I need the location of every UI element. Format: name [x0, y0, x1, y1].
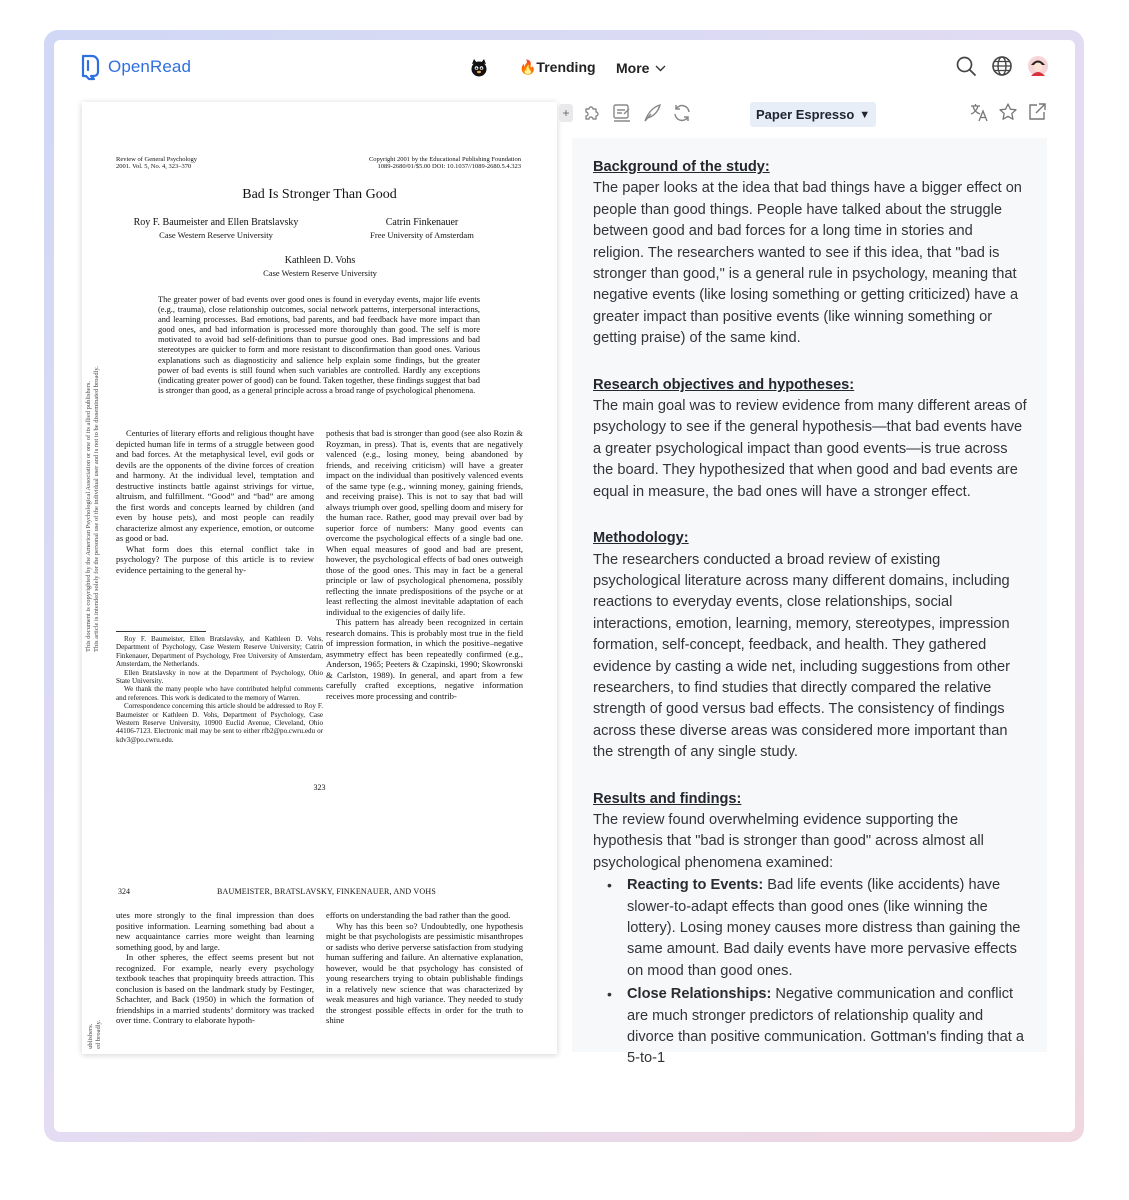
chevron-down-icon: [655, 65, 666, 72]
list-item: [607, 984, 1027, 1070]
pdf-column-right-page2: [326, 910, 523, 1026]
footnote: Ellen Bratslavsky in now at the Department of Psychology, Ohio State University.: [116, 668, 323, 686]
paper-abstract: The greater power of bad events over good ones is found in everyday events, major life events (e.g., trauma), close relationship outcomes, social network patterns, interpersonal interactions, and learning processes. Bad emotions, bad parents, and bad feedback have more impact than good ones, and bad information is processed more thoroughly than good. The self is more motivated to avoid bad self-definitions than to pursue good ones. Bad impressions and bad stereotypes are quicker to form and more resistant to disconfirmation than good ones. Various explanations such as diagnosticity and salience help explain some findings, but the greater power of bad events is still found when such variables are controlled. Hardly any exceptions (indicating greater power of good) can be found. Taken together, these findings suggest that bad is stronger than good, as a general principle across a broad range of psychological phenomena.: [158, 295, 480, 395]
section-heading: Methodology:: [593, 530, 689, 547]
page-number: 323: [313, 783, 326, 792]
section-body: The review found overwhelming evidence supporting the hypothesis that "bad is stronger than good" across almost all psychological phenomena examined:: [593, 811, 984, 871]
openread-logo[interactable]: [80, 54, 191, 80]
footnotes: [116, 635, 323, 744]
mascot-icon[interactable]: [468, 57, 490, 79]
side-note-line: This document is copyrighted by the American Psychological Association or one of its allied publishers.: [85, 381, 92, 652]
author-block-2: [352, 217, 492, 241]
summary-section: [593, 789, 1027, 1070]
footnote: Correspondence concerning this article should be addressed to Roy F. Baumeister or Kathleen D. Vohs, Department of Psychology, Case Western Reserve University, 10900 Euclid Avenue, Cleveland, Ohio 44106-7123. Electronic mail may be sent to either rfb2@po.cwru.edu or kdv3@po.cwru.edu.: [116, 702, 323, 744]
caret-down-icon: ▼: [859, 108, 871, 121]
paragraph: This pattern has already been recognized in certain research domains. This is probably most true in the field of impression formation, in which the positive–negative asymmetry effect has been repeatedly confirmed (e.g., Anderson, 1965; Peeters & Czapinski, 1990; Skowronski & Carlston, 1989). In general, and apart from a few carefully crafted exceptions, negative information receives more processing and contrib-: [326, 617, 523, 701]
journal-header-left: [116, 156, 197, 170]
section-heading: Background of the study:: [593, 159, 770, 175]
add-tab-button[interactable]: +: [559, 104, 573, 122]
footnote: We thank the many people who have contributed helpful comments and references. This work is dedicated to the memory of Warren.: [116, 685, 323, 702]
copyright-line: Copyright 2001 by the Educational Publishing Foundation: [368, 156, 521, 163]
author-affiliation: Case Western Reserve University: [159, 230, 273, 240]
author-name: Kathleen D. Vohs: [284, 255, 356, 266]
paragraph: In other spheres, the effect seems present but not recognized. For example, nearly every psychology textbook teaches that propinquity breeds attraction. This conclusion is based on the landmark study by Festinger, Schachter, and Back (1950) in which the formation of friendships in a married students’ dormitory was tracked over time. Contrary to elaborate hypoth-: [116, 952, 314, 1025]
app-window: [54, 40, 1075, 1132]
pdf-viewer[interactable]: [82, 102, 557, 1054]
doi-line: 1089-2680/01/$5.00 DOI: 10.1037//1089-2680.5.4.323: [377, 163, 521, 170]
author-affiliation: Free University of Amsterdam: [370, 230, 474, 240]
copyright-side-note: [85, 292, 101, 652]
pdf-column-left-page2: [116, 910, 314, 1026]
paper-title: Bad Is Stronger Than Good: [242, 187, 397, 202]
section-body: The researchers conducted a broad review of existing psychological literature across many different domains, including reactions to everyday events, close relationships, social interactions, emotion, learning, memory, stereotypes, impression formation, self-concept, feedback, and health. They gathered evidence by casting a wide net, including suggestions from other researchers, to find studies that directly compared the relative strength of good versus bad effects. The consistency of findings across these diverse areas was considered more important than the strength of any single study.: [593, 551, 1010, 761]
paragraph: What form does this eternal conflict take in psychology? The purpose of this article is to review evidence pertaining to the general hy-: [116, 543, 314, 575]
list-item-label: Close Relationships:: [627, 986, 772, 1003]
pdf-column-right: [326, 428, 523, 701]
paragraph: efforts on understanding the bad rather than the good.: [326, 910, 511, 920]
quill-icon[interactable]: [641, 102, 663, 124]
list-item-label: Reacting to Events:: [627, 877, 764, 894]
running-head-title: BAUMEISTER, BRATSLAVSKY, FINKENAUER, AND VOHS: [216, 887, 437, 896]
author-block-3: [242, 255, 398, 279]
search-icon[interactable]: [955, 55, 977, 77]
list-item-text: Negative communication and conflict are much stronger predictors of relationship quality and divorce than positive communication. Gottman's finding that a 5-to-1: [627, 986, 1025, 1067]
pdf-toolbar: [559, 102, 693, 124]
findings-list: [607, 875, 1027, 1070]
open-external-icon[interactable]: [1027, 102, 1047, 122]
footnote: Roy F. Baumeister, Ellen Bratslavsky, and Kathleen D. Vohs, Department of Psychology, Case Western Reserve University; Catrin Finkenauer, Department of Psychology, Free University of Amsterdam, Amsterdam, the Netherlands.: [116, 635, 323, 669]
star-icon[interactable]: [998, 102, 1018, 122]
paragraph: Why has this been so? Undoubtedly, one hypothesis might be that psychologists are pessimistic misanthropes or sadists who derive perverse satisfaction from studying human suffering and failure. An alternative explanation, however, would be that psychology has consisted of young researchers trying to obtain publishable findings in a relatively new science that was characterized by weak measures and high variance. They needed to study the strongest possible effects in order for the truth to shine: [326, 920, 523, 1025]
globe-icon[interactable]: [991, 55, 1013, 77]
author-name: Catrin Finkenauer: [385, 217, 459, 228]
journal-header-right: [369, 156, 521, 170]
list-item: [607, 875, 1027, 982]
journal-volume: 2001. Vol. 5, No. 4, 323–370: [116, 163, 192, 170]
pdf-column-left: [116, 428, 314, 575]
list-item-text: Bad life events (like accidents) have slower-to-adapt effects than good ones (like winning the lottery). Losing money causes more distress than gaining the same amount. Bad daily events have more pervasive effects on mood than good ones.: [627, 877, 1021, 979]
translate-icon[interactable]: [969, 102, 989, 122]
nav-more-label: More: [616, 60, 650, 76]
note-icon[interactable]: [611, 102, 633, 124]
summary-section: [593, 157, 1027, 350]
summary-mode-select[interactable]: [750, 102, 876, 127]
paper-espresso-summary[interactable]: [572, 138, 1047, 1067]
nav-trending[interactable]: 🔥Trending: [519, 59, 596, 75]
side-note-line: ed broadly.: [95, 1020, 102, 1049]
top-right-icons: [955, 55, 1049, 77]
puzzle-icon[interactable]: [581, 102, 603, 124]
refresh-icon[interactable]: [671, 102, 693, 124]
section-heading: Results and findings:: [593, 790, 742, 807]
nav-more[interactable]: [616, 60, 666, 76]
summary-section: [593, 375, 1027, 503]
paragraph: Centuries of literary efforts and religious thought have depicted human life in terms of a struggle between good and bad forces. At the metaphysical level, evil gods or devils are the opponents of the divine forces of creation and harmony. At the individual level, temptation and destructive instincts battle against strivings for virtue, altruism, and fulfillment. “Good” and “bad” are among the first words and concepts learned by children (and even by house pets), and most people can readily characterize almost any experience, emotion, or outcome as good or bad.: [116, 428, 314, 543]
section-heading: Research objectives and hypotheses:: [593, 376, 855, 393]
footnote-rule: [116, 631, 206, 632]
paragraph: pothesis that bad is stronger than good (see also Rozin & Royzman, in press). That is, events that are negatively valenced (e.g., losing money, being abandoned by friends, and receiving criticism) will have a greater impact on the individual than positively valenced events of the same type (e.g., winning money, gaining friends, and receiving praise). This is not to say that bad will always triumph over good, spelling doom and misery for the human race. Rather, good may prevail over bad by superior force of numbers: Many good events can overcome the psychological effects of a single bad one. When equal measures of good and bad are present, however, the psychological effects of bad ones outweigh those of the good ones. This may in fact be a general principle or law of psychological phenomena, possibly reflecting the innate predispositions of the psyche or at least reflecting the almost inevitable adaptation of each individual to the exigencies of daily life.: [326, 428, 523, 617]
page-number: 324: [118, 887, 130, 896]
author-name: Roy F. Baumeister and Ellen Bratslavsky: [133, 217, 299, 228]
top-navigation: [54, 40, 1075, 98]
running-head: [118, 887, 523, 896]
summary-toolbar: [969, 102, 1047, 122]
copyright-side-note-page2: [87, 1020, 103, 1049]
summary-mode-label: Paper Espresso: [756, 107, 855, 122]
app-name: OpenRead: [108, 57, 192, 76]
page-gap: [82, 817, 557, 867]
side-note-line: This article is intended solely for the personal use of the individual user and is not to be disseminated broadly.: [93, 366, 100, 652]
journal-name: Review of General Psychology: [116, 156, 198, 163]
section-body: The main goal was to review evidence from many different areas of psychology to see if the general hypothesis—that bad events have a greater psychological impact than good events—is true across the board. They hypothesized that when good and bad events are equal in measure, the bad ones will have a stronger effect.: [593, 398, 1027, 500]
section-body: The paper looks at the idea that bad things have a bigger effect on people than good things. People have talked about the struggle between good and bad forces for a long time in stories and religion. The researchers wanted to see if this idea, that "bad is stronger than good," is a general rule in psychology, meaning that negative events (like losing something or getting criticized) have a greater impact than positive events (like winning something or getting praise) of the same kind.: [593, 180, 1022, 347]
author-affiliation: Case Western Reserve University: [263, 268, 377, 278]
paragraph: utes more strongly to the final impression than does positive information. Learning something bad about a new acquaintance carries more weight than learning something good, by and large.: [116, 910, 314, 952]
side-note-line: ublishers.: [87, 1023, 94, 1049]
summary-section: [593, 528, 1027, 763]
openread-logo-icon: [80, 54, 102, 80]
user-avatar[interactable]: [1027, 55, 1049, 77]
author-block-1: [116, 217, 316, 241]
